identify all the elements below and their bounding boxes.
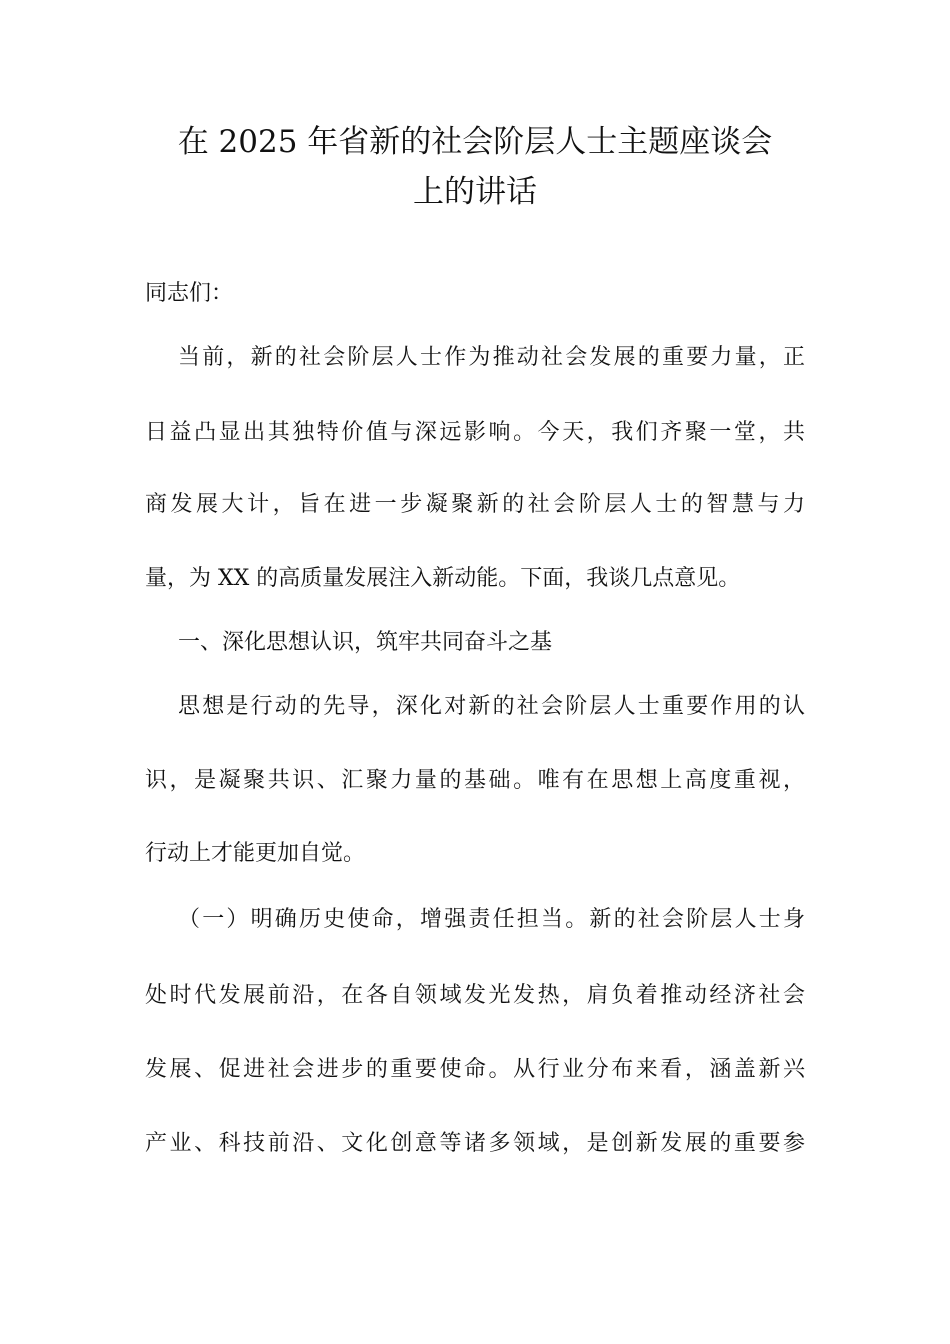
section-heading-1: 一、深化思想认识，筑牢共同奋斗之基	[178, 630, 553, 655]
paragraph-3-line-2: 处时代发展前沿，在各自领域发光发热，肩负着推动经济社会	[145, 983, 805, 1008]
paragraph-1-line-4: 量，为 XX 的高质量发展注入新动能。下面，我谈几点意见。	[145, 566, 741, 591]
paragraph-1-line-1: 当前，新的社会阶层人士作为推动社会发展的重要力量，正	[178, 345, 805, 370]
paragraph-1-line-3: 商发展大计，旨在进一步凝聚新的社会阶层人士的智慧与力	[145, 492, 805, 517]
paragraph-2-line-3: 行动上才能更加自觉。	[145, 841, 366, 866]
salutation: 同志们：	[145, 281, 234, 306]
document-title-line-1: 在 2025 年省新的社会阶层人士主题座谈会	[177, 124, 773, 160]
paragraph-2-line-2: 识，是凝聚共识、汇聚力量的基础。唯有在思想上高度重视，	[145, 768, 805, 793]
document-title-line-2: 上的讲话	[413, 174, 537, 210]
paragraph-3-line-4: 产业、科技前沿、文化创意等诸多领域，是创新发展的重要参	[145, 1131, 805, 1156]
paragraph-2-line-1: 思想是行动的先导，深化对新的社会阶层人士重要作用的认	[178, 694, 805, 719]
paragraph-1-line-2: 日益凸显出其独特价值与深远影响。今天，我们齐聚一堂，共	[145, 420, 805, 445]
paragraph-3-line-3: 发展、促进社会进步的重要使命。从行业分布来看，涵盖新兴	[145, 1057, 805, 1082]
paragraph-3-line-1: （一）明确历史使命，增强责任担当。新的社会阶层人士身	[178, 907, 805, 932]
